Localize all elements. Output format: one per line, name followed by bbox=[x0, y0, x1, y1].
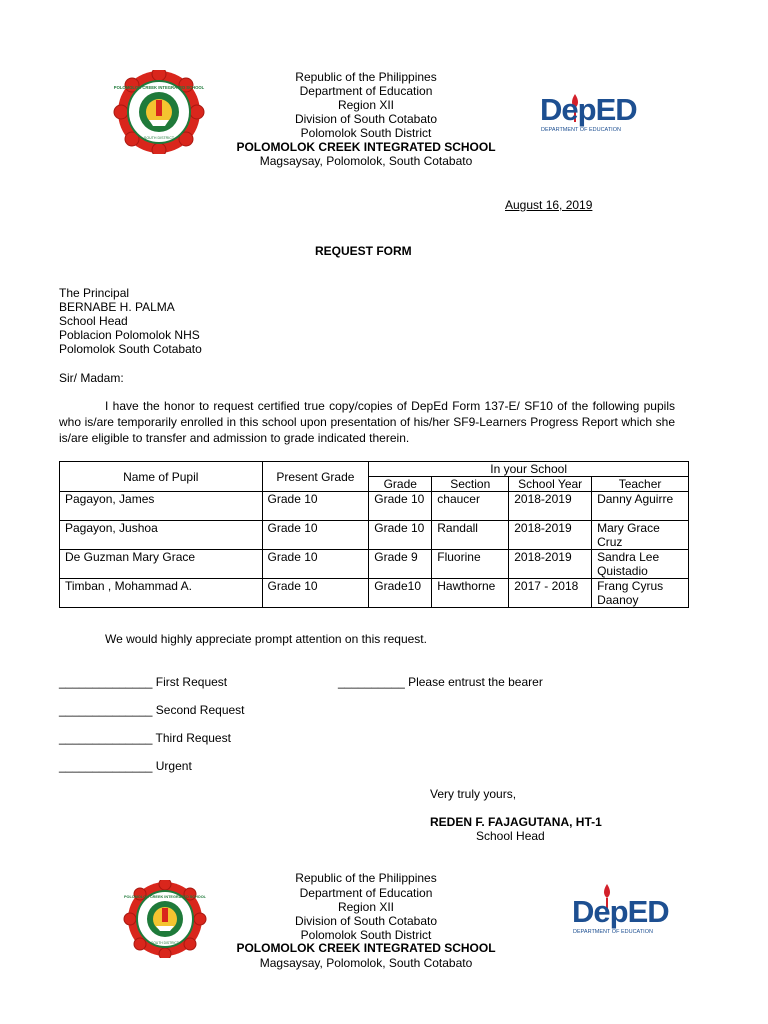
header-line-1: Republic of the Philippines bbox=[295, 70, 437, 84]
header-teacher: Teacher bbox=[592, 477, 689, 492]
school-name: POLOMOLOK CREEK INTEGRATED SCHOOL bbox=[236, 140, 496, 154]
table-row bbox=[60, 550, 689, 579]
school-address: Magsaysay, Polomolok, South Cotabato bbox=[259, 956, 473, 970]
seal-subtext: SOUTH DISTRICT bbox=[143, 136, 175, 140]
recipient-line: Poblacion Polomolok NHS bbox=[59, 328, 200, 342]
cell-sy: 2018-2019 bbox=[509, 550, 592, 579]
cell-teacher: Danny Aguirre bbox=[592, 492, 689, 521]
deped-logo bbox=[572, 894, 669, 942]
cell-present: Grade 10 bbox=[262, 550, 369, 579]
header-school-year: School Year bbox=[509, 477, 592, 492]
recipient-line: School Head bbox=[59, 314, 128, 328]
deped-logo-text: DepED bbox=[572, 894, 669, 929]
deped-logo-text: DepED bbox=[540, 92, 637, 127]
entrust-bearer-line[interactable]: __________ Please entrust the bearer bbox=[338, 675, 543, 689]
deped-logo bbox=[540, 92, 637, 140]
cell-present: Grade 10 bbox=[262, 492, 369, 521]
header-name: Name of Pupil bbox=[60, 462, 263, 492]
school-address: Magsaysay, Polomolok, South Cotabato bbox=[259, 154, 473, 168]
header-grade: Grade bbox=[369, 477, 432, 492]
recipient-line: BERNABE H. PALMA bbox=[59, 300, 175, 314]
cell-name: Timban , Mohammad A. bbox=[60, 579, 263, 608]
table-row bbox=[60, 521, 689, 550]
salutation: Sir/ Madam: bbox=[59, 371, 124, 385]
signatory-title: School Head bbox=[476, 829, 545, 843]
header-line-5: Polomolok South District bbox=[300, 928, 432, 942]
table-row bbox=[60, 579, 689, 608]
urgent-request-line[interactable]: ______________ Urgent bbox=[59, 759, 192, 773]
recipient-line: Polomolok South Cotabato bbox=[59, 342, 202, 356]
cell-grade: Grade10 bbox=[369, 579, 432, 608]
school-name: POLOMOLOK CREEK INTEGRATED SCHOOL bbox=[236, 941, 496, 955]
cell-name: De Guzman Mary Grace bbox=[60, 550, 263, 579]
header-line-3: Region XII bbox=[337, 900, 395, 914]
cell-sy: 2018-2019 bbox=[509, 521, 592, 550]
header-in-school: In your School bbox=[369, 462, 689, 477]
table-row bbox=[60, 492, 689, 521]
header-line-4: Division of South Cotabato bbox=[294, 112, 438, 126]
closing: Very truly yours, bbox=[430, 787, 517, 801]
header-line-2: Department of Education bbox=[299, 84, 433, 98]
cell-teacher: Sandra Lee Quistadio bbox=[592, 550, 689, 579]
cell-sy: 2018-2019 bbox=[509, 492, 592, 521]
cell-name: Pagayon, Jushoa bbox=[60, 521, 263, 550]
cell-name: Pagayon, James bbox=[60, 492, 263, 521]
header-line-1: Republic of the Philippines bbox=[295, 871, 437, 885]
header-line-2: Department of Education bbox=[299, 886, 433, 900]
first-request-line[interactable]: ______________ First Request bbox=[59, 675, 228, 689]
cell-section: Randall bbox=[432, 521, 509, 550]
cell-section: Fluorine bbox=[432, 550, 509, 579]
third-request-line[interactable]: ______________ Third Request bbox=[59, 731, 231, 745]
cell-section: chaucer bbox=[432, 492, 509, 521]
letter-date: August 16, 2019 bbox=[505, 198, 593, 212]
cell-present: Grade 10 bbox=[262, 521, 369, 550]
cell-present: Grade 10 bbox=[262, 579, 369, 608]
header-line-5: Polomolok South District bbox=[300, 126, 432, 140]
recipient-line: The Principal bbox=[59, 286, 130, 300]
cell-teacher: Mary Grace Cruz bbox=[592, 521, 689, 550]
second-request-line[interactable]: ______________ Second Request bbox=[59, 703, 245, 717]
seal-text: POLOMOLOK CREEK INTEGRATED SCHOOL bbox=[124, 895, 206, 899]
cell-section: Hawthorne bbox=[432, 579, 509, 608]
cell-grade: Grade 9 bbox=[369, 550, 432, 579]
header-section: Section bbox=[432, 477, 509, 492]
cell-grade: Grade 10 bbox=[369, 521, 432, 550]
appreciation-text: We would highly appreciate prompt attention on this request. bbox=[105, 632, 427, 646]
form-title: REQUEST FORM bbox=[315, 244, 412, 258]
header-line-4: Division of South Cotabato bbox=[294, 914, 438, 928]
pupils-table bbox=[59, 461, 689, 608]
seal-text: POLOMOLOK CREEK INTEGRATED SCHOOL bbox=[113, 85, 205, 90]
body-paragraph: I have the honor to request certified true copy/copies of DepEd Form 137-E/ SF10 of the following pupils who is/are temporarily enrolled in this school upon presentation of his/her SF9-Learners Progress Report which she is/are eligible to transfer and admission to grade indicated therein. bbox=[59, 399, 675, 445]
cell-sy: 2017 - 2018 bbox=[509, 579, 592, 608]
signatory-name: REDEN F. FAJAGUTANA, HT-1 bbox=[430, 815, 602, 829]
deped-logo-subtext: DEPARTMENT OF EDUCATION bbox=[541, 127, 621, 133]
seal-subtext: SOUTH DISTRICT bbox=[151, 941, 179, 945]
header-present-grade: Present Grade bbox=[262, 462, 369, 492]
deped-logo-subtext: DEPARTMENT OF EDUCATION bbox=[573, 929, 653, 935]
header-line-3: Region XII bbox=[337, 98, 395, 112]
cell-grade: Grade 10 bbox=[369, 492, 432, 521]
cell-teacher: Frang Cyrus Daanoy bbox=[592, 579, 689, 608]
